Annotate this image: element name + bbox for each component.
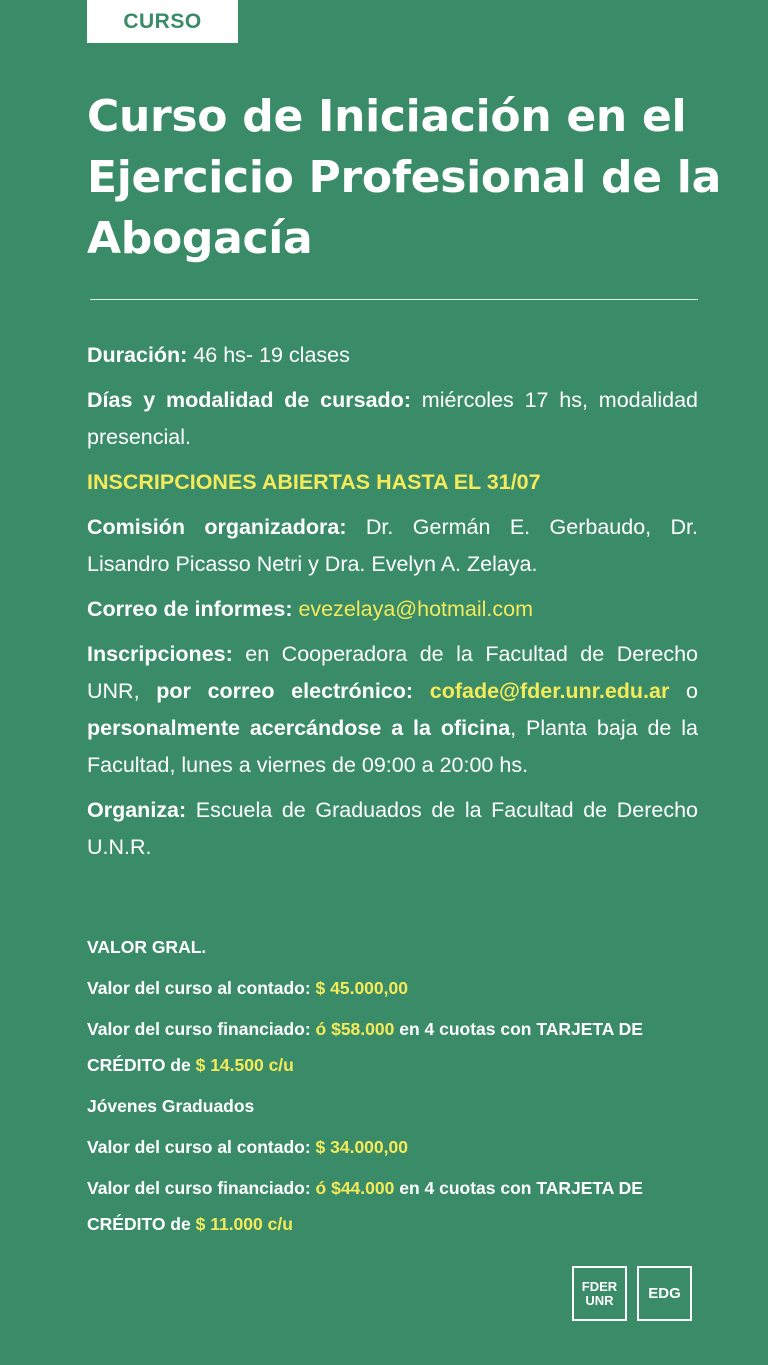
general-financiado-total: ó $58.000 <box>315 1019 395 1039</box>
duracion-value: 46 hs- 19 clases <box>187 343 350 367</box>
fder-logo-line-1: FDER <box>581 1278 618 1294</box>
general-contado-line <box>87 970 712 1006</box>
jovenes-financiado-line <box>87 1170 712 1242</box>
jovenes-contado-line <box>87 1129 712 1165</box>
edg-logo <box>637 1266 692 1321</box>
comision-line <box>87 509 698 583</box>
inscripciones-text-3: , Planta baja de la Facultad, lunes a viernes de 09:00 a 20:00 hs. <box>87 716 698 777</box>
duracion-line <box>87 337 698 374</box>
general-heading: VALOR GRAL. <box>87 937 207 957</box>
general-financiado-label: Valor del curso financiado: <box>87 1019 316 1039</box>
duracion-label: Duración: <box>87 343 188 367</box>
inscripciones-bold-1: por correo electrónico: <box>156 679 414 703</box>
curso-tag: CURSO <box>87 0 238 43</box>
inscripciones-line <box>87 636 698 784</box>
inscripciones-abiertas <box>87 464 698 501</box>
jovenes-financiado-label: Valor del curso financiado: <box>87 1178 316 1198</box>
page-title: Curso de Iniciación en el Ejercicio Profesional de la Abogacía <box>87 91 721 264</box>
dias-line <box>87 382 698 456</box>
general-contado-value: $ 45.000,00 <box>315 978 408 998</box>
organiza-line <box>87 792 698 866</box>
inscripciones-bold-2: personalmente acercándose a la oficina <box>87 716 511 740</box>
inscripciones-label: Inscripciones: <box>87 642 233 666</box>
jovenes-financiado-total: ó $44.000 <box>315 1178 395 1198</box>
jovenes-heading: Jóvenes Graduados <box>87 1096 255 1116</box>
dias-label: Días y modalidad de cursado: <box>87 388 411 412</box>
general-financiado-line <box>87 1011 712 1083</box>
inscripciones-text-2: o <box>669 679 699 703</box>
comision-value: Dr. Germán E. Gerbaudo, Dr. Lisandro Picasso Netri y Dra. Evelyn A. Zelaya. <box>87 515 698 576</box>
general-financiado-mid: en 4 cuotas con TARJETA DE CRÉDITO de <box>87 1019 643 1075</box>
general-cuota: $ 14.500 c/u <box>195 1055 294 1075</box>
correo-label: Correo de informes: <box>87 597 293 621</box>
comision-label: Comisión organizadora: <box>87 515 347 539</box>
general-contado-label: Valor del curso al contado: <box>87 978 316 998</box>
jovenes-financiado-mid: en 4 cuotas con TARJETA DE CRÉDITO de <box>87 1178 643 1234</box>
course-info <box>87 337 698 874</box>
inscripciones-abiertas-text: INSCRIPCIONES ABIERTAS HASTA EL 31/07 <box>87 470 541 494</box>
fder-unr-logo <box>572 1266 627 1321</box>
edg-logo-text: EDG <box>648 1284 681 1302</box>
organiza-label: Organiza: <box>87 798 187 822</box>
price-section <box>87 929 712 1247</box>
jovenes-contado-label: Valor del curso al contado: <box>87 1137 316 1157</box>
dias-value: miércoles 17 hs, modalidad presencial. <box>87 388 698 449</box>
title-divider <box>90 299 698 300</box>
correo-email-link[interactable]: evezelaya@hotmail.com <box>298 597 534 621</box>
correo-line <box>87 591 698 628</box>
inscripciones-email-link[interactable]: cofade@fder.unr.edu.ar <box>429 679 670 703</box>
fder-logo-line-2: UNR <box>585 1292 614 1308</box>
inscripciones-text-1: en Cooperadora de la Facultad de Derecho UNR, <box>87 642 698 703</box>
logos <box>572 1266 692 1321</box>
organiza-value: Escuela de Graduados de la Facultad de Derecho U.N.R. <box>87 798 698 859</box>
jovenes-cuota: $ 11.000 c/u <box>195 1214 293 1234</box>
jovenes-contado-value: $ 34.000,00 <box>315 1137 408 1157</box>
